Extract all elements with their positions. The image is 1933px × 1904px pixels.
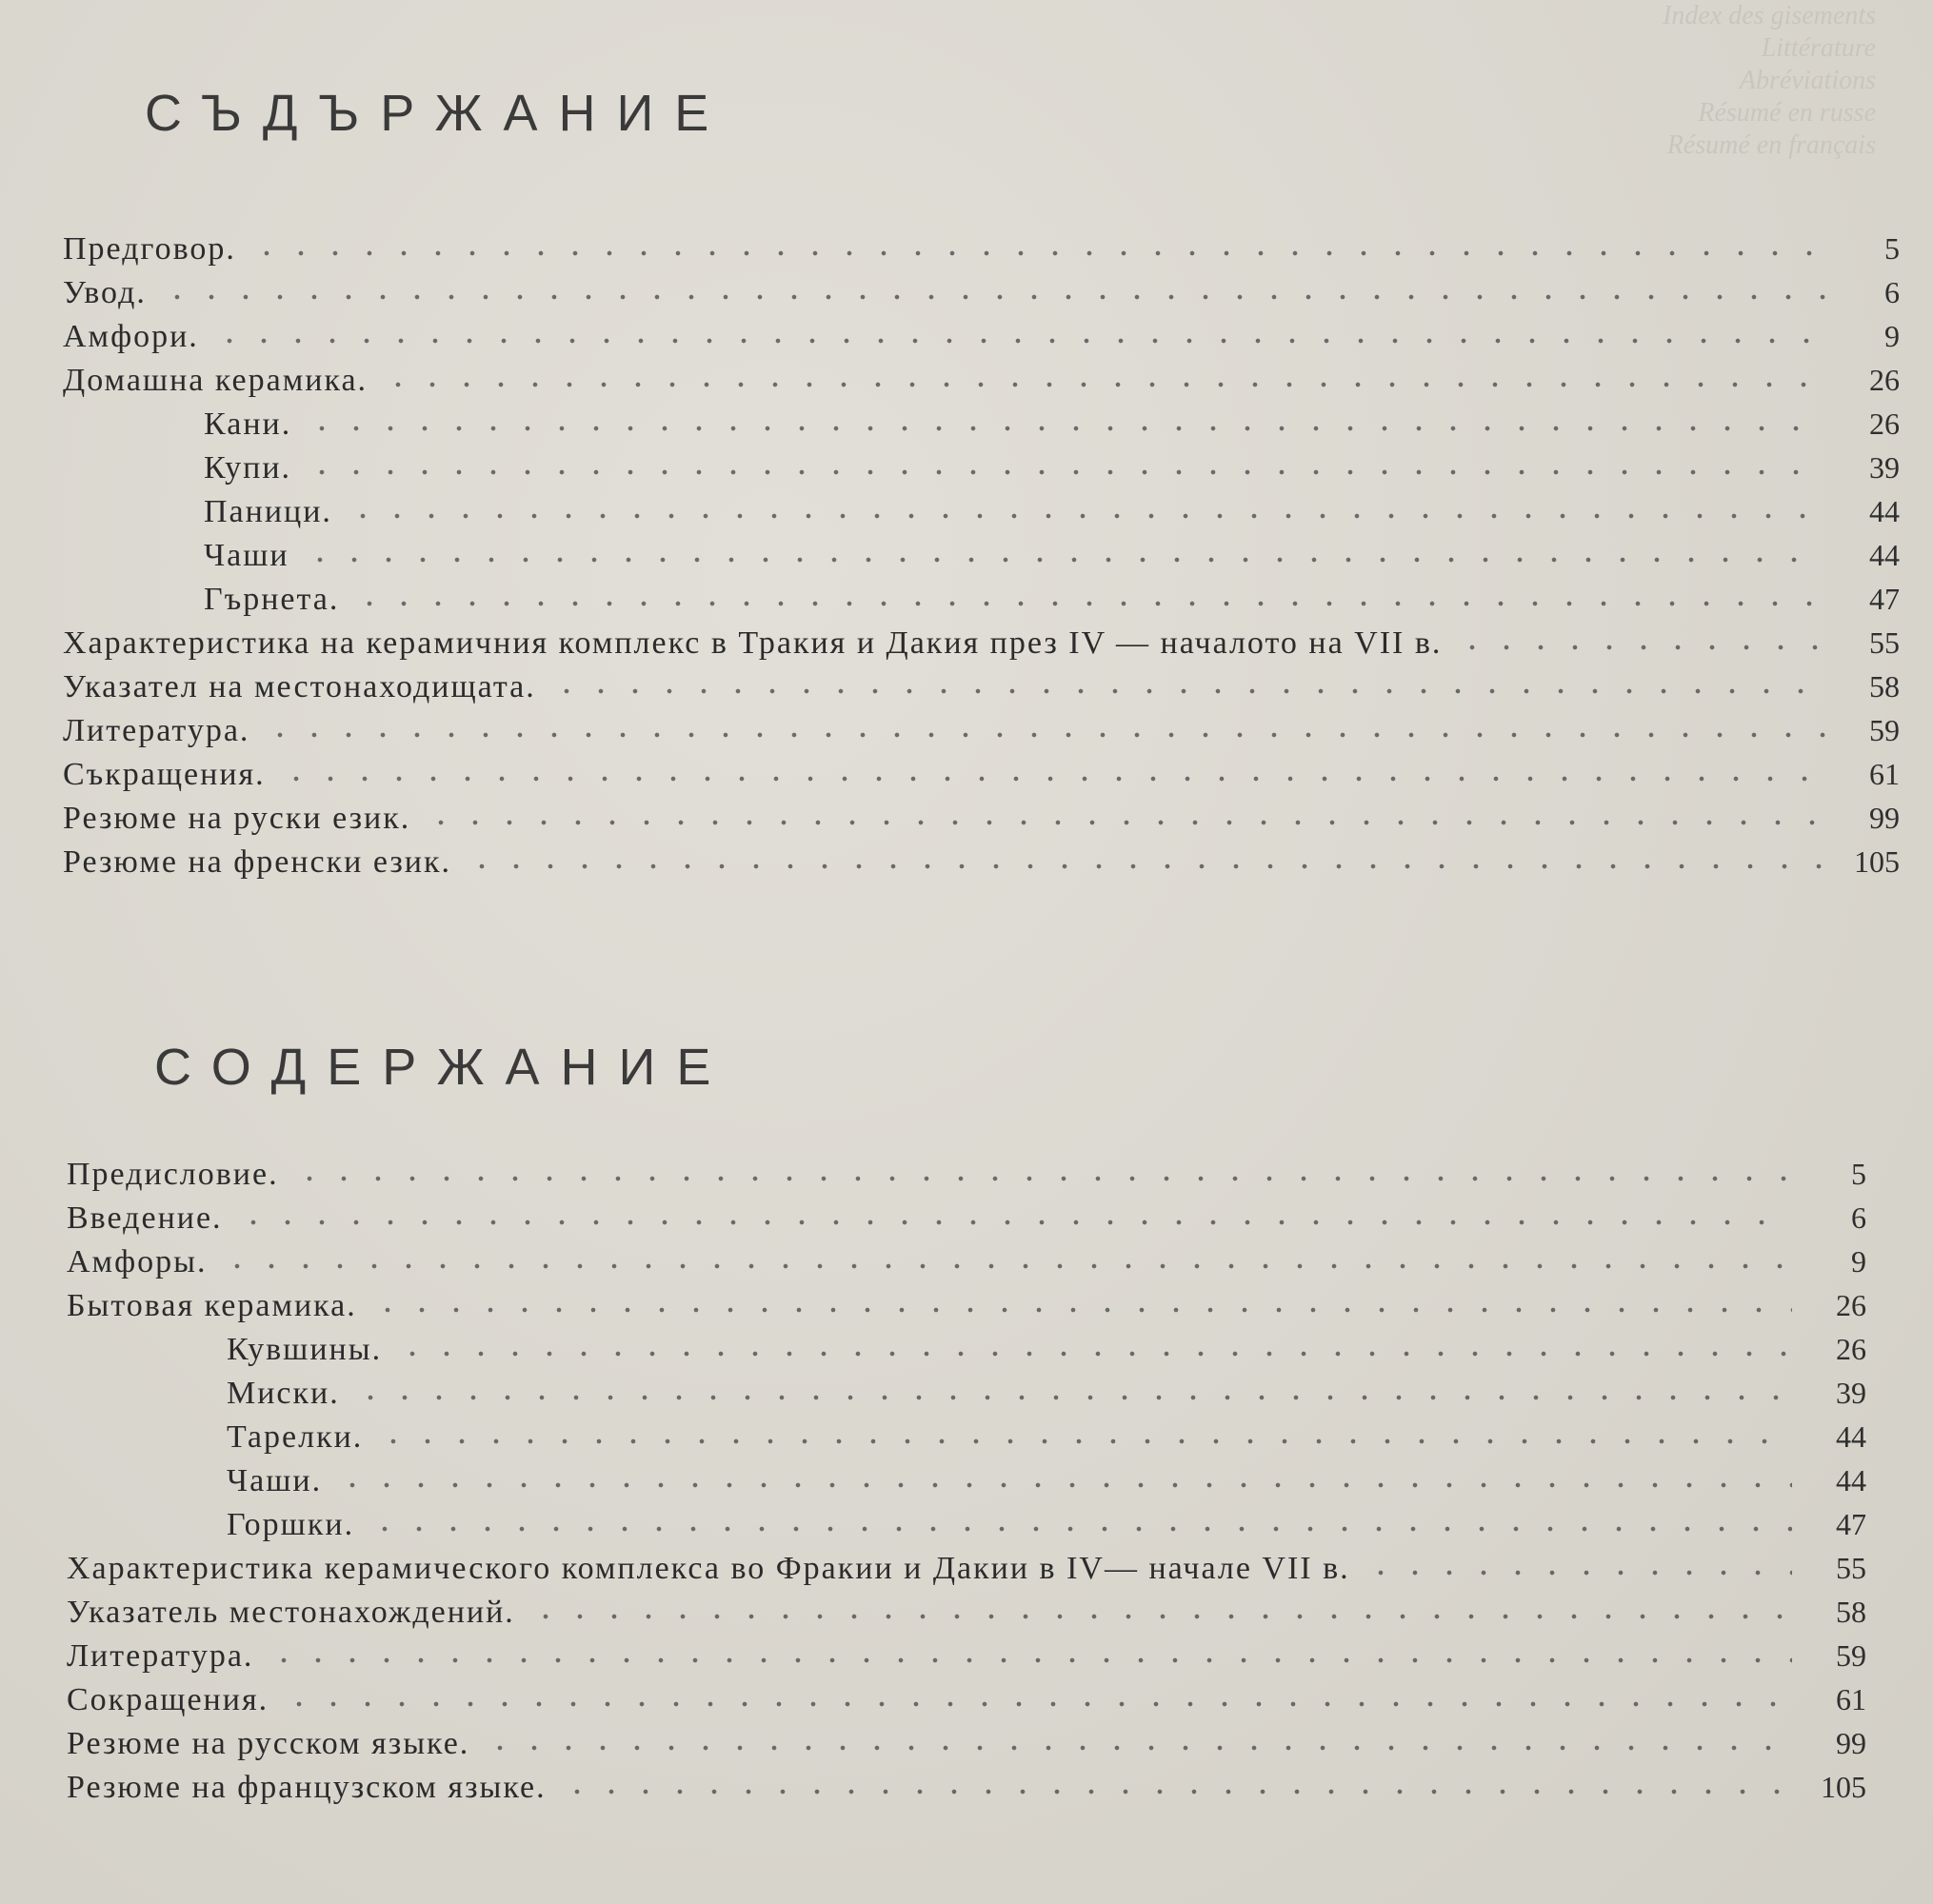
dot-leader <box>303 533 1825 565</box>
toc-entry <box>67 1240 1866 1283</box>
toc-entry-page: 44 <box>1836 1419 1866 1454</box>
toc-entry-label: Сокращения. <box>67 1682 269 1717</box>
toc-entry-page: 99 <box>1836 1726 1866 1760</box>
show-through-line: Résumé en français <box>1666 130 1876 160</box>
toc-entry <box>67 1721 1866 1765</box>
toc-entry-label: Предисловие. <box>67 1157 279 1192</box>
toc-entry-page: 5 <box>1884 231 1900 266</box>
toc-entry <box>63 664 1900 708</box>
toc-entry <box>63 621 1900 664</box>
toc-entry <box>227 1458 1866 1502</box>
toc-entry <box>227 1327 1866 1371</box>
toc-entry <box>67 1283 1866 1327</box>
toc-entry-label: Предговор. <box>63 231 236 267</box>
show-through-text <box>1571 0 1876 162</box>
toc-entry <box>204 446 1900 489</box>
dot-leader <box>560 1765 1792 1797</box>
dot-leader <box>335 1458 1792 1491</box>
dot-leader <box>353 1371 1792 1403</box>
toc-entry-page: 105 <box>1821 1770 1866 1804</box>
russian-toc-title: СОДЕРЖАНИЕ <box>154 1039 732 1096</box>
dot-leader <box>1364 1546 1792 1578</box>
dot-leader <box>424 796 1825 828</box>
dot-leader <box>212 314 1825 347</box>
toc-entry-page: 26 <box>1869 363 1900 397</box>
toc-entry-page: 44 <box>1869 494 1900 528</box>
toc-entry-label: Резюме на френски език. <box>63 844 452 880</box>
toc-entry-label: Резюме на французском языке. <box>67 1770 547 1805</box>
dot-leader <box>370 1283 1792 1316</box>
toc-entry-page: 9 <box>1851 1244 1866 1279</box>
dot-leader <box>292 1152 1792 1184</box>
toc-entry-label: Съкращения. <box>63 757 266 792</box>
dot-leader <box>1455 621 1825 653</box>
toc-entry-label: Купи. <box>204 450 292 486</box>
toc-entry <box>204 402 1900 446</box>
toc-entry-label: Гърнета. <box>204 582 340 617</box>
toc-entry-page: 55 <box>1869 625 1900 660</box>
toc-entry <box>63 796 1900 840</box>
toc-entry <box>67 1152 1866 1196</box>
toc-entry <box>67 1196 1866 1240</box>
dot-leader <box>279 752 1825 784</box>
toc-entry-label: Амфоры. <box>67 1244 208 1279</box>
toc-entry-page: 44 <box>1836 1463 1866 1497</box>
toc-entry-label: Характеристика керамического комплекса во Фракии и Дакии в IV— начале VII в. <box>67 1551 1350 1586</box>
toc-entry <box>63 840 1900 883</box>
toc-entry <box>67 1634 1866 1677</box>
toc-entry-page: 5 <box>1851 1157 1866 1191</box>
toc-entry-label: Тарелки. <box>227 1419 364 1455</box>
dot-leader <box>305 402 1825 434</box>
toc-entry-page: 59 <box>1836 1638 1866 1673</box>
toc-entry-label: Бытовая керамика. <box>67 1288 357 1323</box>
dot-leader <box>549 664 1825 697</box>
toc-entry-page: 105 <box>1854 844 1900 879</box>
dot-leader <box>220 1240 1792 1272</box>
dot-leader <box>160 270 1825 303</box>
toc-entry-label: Указател на местонаходищата. <box>63 669 536 704</box>
dot-leader <box>483 1721 1792 1754</box>
toc-entry <box>63 752 1900 796</box>
dot-leader <box>528 1590 1792 1622</box>
toc-entry-page: 61 <box>1869 757 1900 791</box>
toc-entry-label: Чаши <box>204 538 289 573</box>
toc-entry-page: 59 <box>1869 713 1900 747</box>
toc-entry-page: 47 <box>1869 582 1900 616</box>
dot-leader <box>263 708 1825 741</box>
toc-entry-label: Указатель местонахождений. <box>67 1595 515 1630</box>
toc-entry-label: Паници. <box>204 494 332 529</box>
show-through-line: Résumé en russe <box>1698 98 1876 128</box>
toc-entry <box>67 1677 1866 1721</box>
toc-entry-page: 58 <box>1836 1595 1866 1629</box>
dot-leader <box>346 489 1825 522</box>
dot-leader <box>267 1634 1792 1666</box>
toc-entry-label: Кани. <box>204 407 292 442</box>
toc-entry <box>67 1546 1866 1590</box>
toc-entry <box>67 1765 1866 1809</box>
show-through-line: Littérature <box>1761 33 1876 63</box>
toc-entry-label: Горшки. <box>227 1507 355 1542</box>
toc-entry-page: 6 <box>1884 275 1900 309</box>
toc-entry <box>63 270 1900 314</box>
dot-leader <box>368 1502 1792 1535</box>
dot-leader <box>352 577 1825 609</box>
toc-entry-label: Кувшины. <box>227 1332 383 1367</box>
dot-leader <box>249 227 1825 259</box>
toc-entry <box>63 227 1900 270</box>
toc-entry-label: Миски. <box>227 1376 340 1411</box>
dot-leader <box>305 446 1825 478</box>
toc-entry <box>204 489 1900 533</box>
toc-entry-label: Введение. <box>67 1200 223 1236</box>
show-through-line: Abréviations <box>1739 66 1876 95</box>
dot-leader <box>376 1415 1792 1447</box>
toc-entry <box>204 577 1900 621</box>
dot-leader <box>381 358 1825 390</box>
toc-entry-page: 9 <box>1884 319 1900 353</box>
toc-entry-page: 26 <box>1869 407 1900 441</box>
toc-entry <box>227 1415 1866 1458</box>
bulgarian-toc-title: СЪДЪРЖАНИЕ <box>145 85 730 142</box>
toc-entry-page: 99 <box>1869 801 1900 835</box>
toc-entry-page: 26 <box>1836 1332 1866 1366</box>
dot-leader <box>236 1196 1792 1228</box>
toc-entry-page: 61 <box>1836 1682 1866 1716</box>
toc-entry <box>227 1502 1866 1546</box>
toc-entry <box>63 358 1900 402</box>
toc-entry-label: Амфори. <box>63 319 199 354</box>
toc-entry-label: Литература. <box>67 1638 254 1674</box>
show-through-line: Index des gisements <box>1663 1 1876 30</box>
toc-entry <box>63 314 1900 358</box>
toc-entry-page: 55 <box>1836 1551 1866 1585</box>
dot-leader <box>282 1677 1792 1710</box>
toc-entry-label: Литература. <box>63 713 250 748</box>
toc-entry <box>67 1590 1866 1634</box>
dot-leader <box>465 840 1825 872</box>
toc-entry <box>63 708 1900 752</box>
toc-entry <box>227 1371 1866 1415</box>
toc-entry-page: 47 <box>1836 1507 1866 1541</box>
toc-entry-page: 58 <box>1869 669 1900 704</box>
toc-entry-page: 39 <box>1836 1376 1866 1410</box>
toc-entry-page: 39 <box>1869 450 1900 485</box>
dot-leader <box>395 1327 1792 1359</box>
toc-entry-label: Характеристика на керамичния комплекс в Тракия и Дакия през IV — началото на VII в. <box>63 625 1443 661</box>
toc-entry-label: Резюме на русском языке. <box>67 1726 470 1761</box>
toc-entry-page: 6 <box>1851 1200 1866 1235</box>
toc-entry-label: Чаши. <box>227 1463 323 1498</box>
toc-entry-label: Домашна керамика. <box>63 363 369 398</box>
toc-entry <box>204 533 1900 577</box>
toc-entry-label: Увод. <box>63 275 147 310</box>
toc-entry-label: Резюме на руски език. <box>63 801 411 836</box>
toc-entry-page: 44 <box>1869 538 1900 572</box>
toc-entry-page: 26 <box>1836 1288 1866 1322</box>
